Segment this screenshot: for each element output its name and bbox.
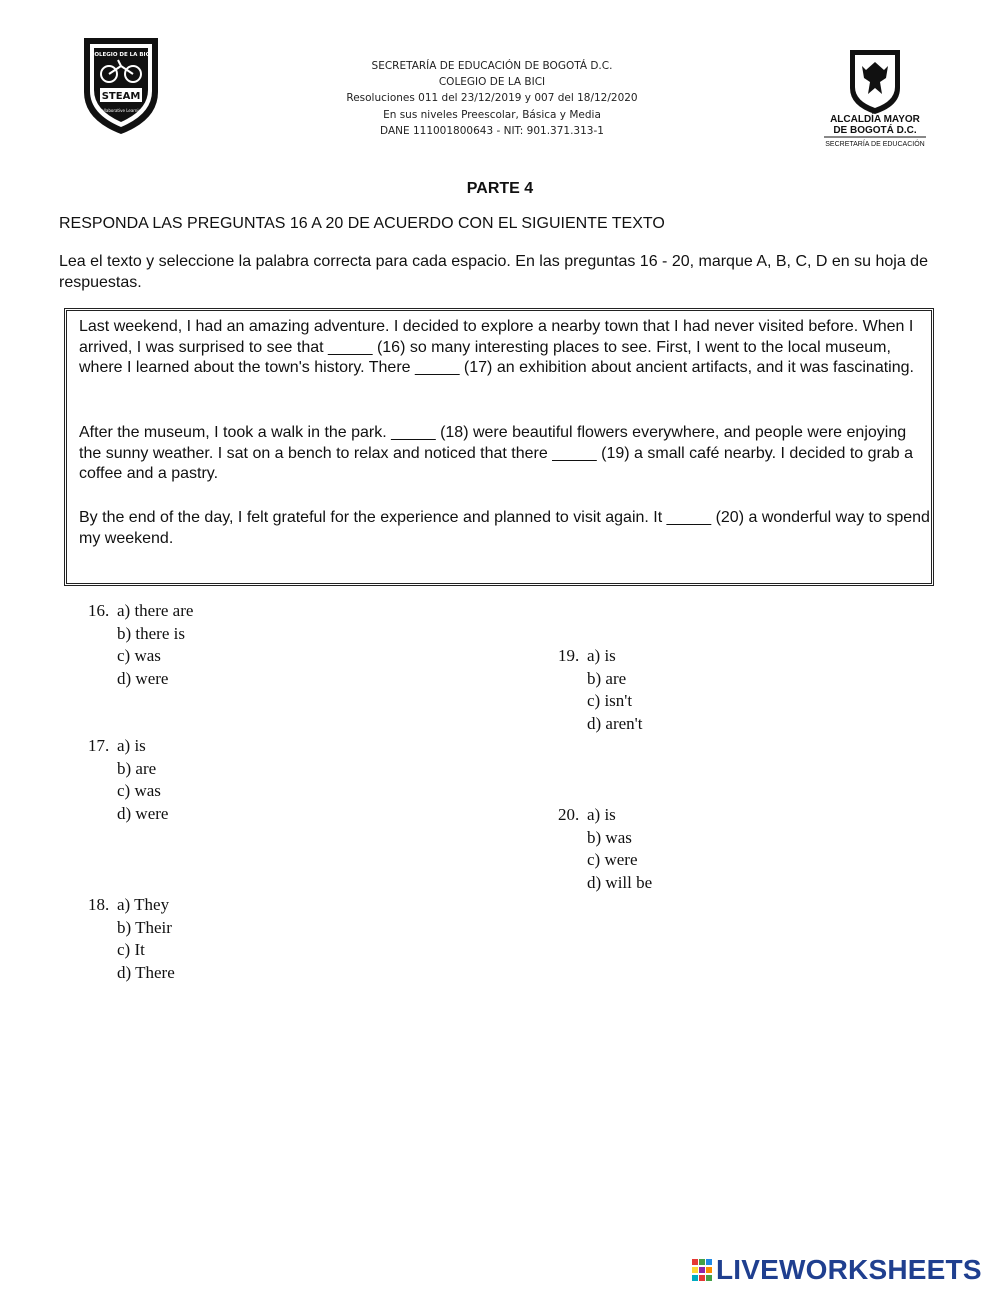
header-line-resolutions: Resoluciones 011 del 23/12/2019 y 007 del 18/12/2020: [346, 92, 638, 105]
reading-paragraph-2: After the museum, I took a walk in the park. _____ (18) were beautiful flowers everywhere, and people were enjoying the sunny weather. I sat on a bench to relax and noticed that there _____ (19) a small café nearby. I decided to grab a coffee and a pastry.: [79, 424, 914, 482]
option-c[interactable]: c) isn't: [587, 691, 633, 711]
header-line-school: COLEGIO DE LA BICI: [438, 76, 546, 89]
option-b[interactable]: b) are: [117, 758, 157, 778]
option-b[interactable]: b) are: [587, 668, 627, 688]
option-a[interactable]: a) is: [587, 646, 616, 665]
option-c[interactable]: c) was: [117, 781, 161, 801]
school-shield-logo: [78, 34, 164, 136]
header-line-levels: En sus niveles Preescolar, Básica y Media: [383, 108, 601, 121]
option-c[interactable]: c) were: [587, 850, 638, 870]
header-line-ministry: SECRETARÍA DE EDUCACIÓN DE BOGOTÁ D.C.: [371, 60, 613, 72]
option-b[interactable]: b) Their: [117, 917, 172, 937]
option-a[interactable]: a) They: [117, 895, 170, 914]
instruction-text: Lea el texto y seleccione la palabra correcta para cada espacio. En las preguntas 16 - 20, marque A, B, C, D en su hoja de respuestas.: [59, 253, 928, 291]
part-title: PARTE 4: [466, 180, 534, 197]
instruction-heading: RESPONDA LAS PREGUNTAS 16 A 20 DE ACUERDO CON EL SIGUIENTE TEXTO: [59, 215, 665, 232]
question-number: 16.: [88, 601, 110, 620]
option-b[interactable]: b) was: [587, 827, 632, 847]
svg-text:Collaborative Learning: Collaborative Learning: [98, 108, 144, 113]
header-info: [300, 58, 684, 139]
brand-text: LIVEWORKSHEETS: [716, 1254, 982, 1285]
option-d[interactable]: d) were: [117, 669, 169, 689]
option-d[interactable]: d) were: [117, 804, 169, 824]
city-logo-line3: SECRETARÍA DE EDUCACIÓN: [825, 141, 925, 148]
liveworksheets-logo-icon: [692, 1259, 712, 1281]
option-c[interactable]: c) It: [117, 940, 145, 960]
option-d[interactable]: d) aren't: [587, 714, 643, 734]
option-a[interactable]: a) there are: [117, 601, 194, 620]
option-d[interactable]: d) There: [117, 963, 175, 983]
reading-paragraph-1: Last weekend, I had an amazing adventure. I decided to explore a nearby town that I had never visited before. When I arrived, I was surprised to see that _____ (16) so many interesting places to see. First, I went to the local museum, where I learned about the town's history. There _____ (17) an exhibition about ancient artifacts, and it was fascinating.: [79, 318, 914, 376]
reading-paragraph-3: By the end of the day, I felt grateful for the experience and planned to visit again. It _____ (20) a wonderful way to spend my weekend.: [79, 509, 930, 547]
bogota-city-logo: [822, 48, 928, 152]
header-line-dane: DANE 111001800643 - NIT: 901.371.313-1: [380, 124, 604, 137]
question-number: 19.: [558, 646, 580, 665]
question-number: 20.: [558, 805, 580, 824]
option-a[interactable]: a) is: [117, 736, 146, 755]
option-a[interactable]: a) is: [587, 805, 616, 824]
question-number: 18.: [88, 895, 110, 914]
option-d[interactable]: d) will be: [587, 873, 653, 893]
option-b[interactable]: b) there is: [117, 623, 185, 643]
city-logo-line2: DE BOGOTÁ D.C.: [833, 125, 917, 136]
question-number: 17.: [88, 736, 110, 755]
svg-text:COLEGIO DE LA BICI: COLEGIO DE LA BICI: [90, 52, 152, 58]
city-logo-line1: ALCALDÍA MAYOR: [830, 114, 920, 125]
svg-text:STEAM: STEAM: [101, 91, 141, 102]
option-c[interactable]: c) was: [117, 646, 161, 666]
